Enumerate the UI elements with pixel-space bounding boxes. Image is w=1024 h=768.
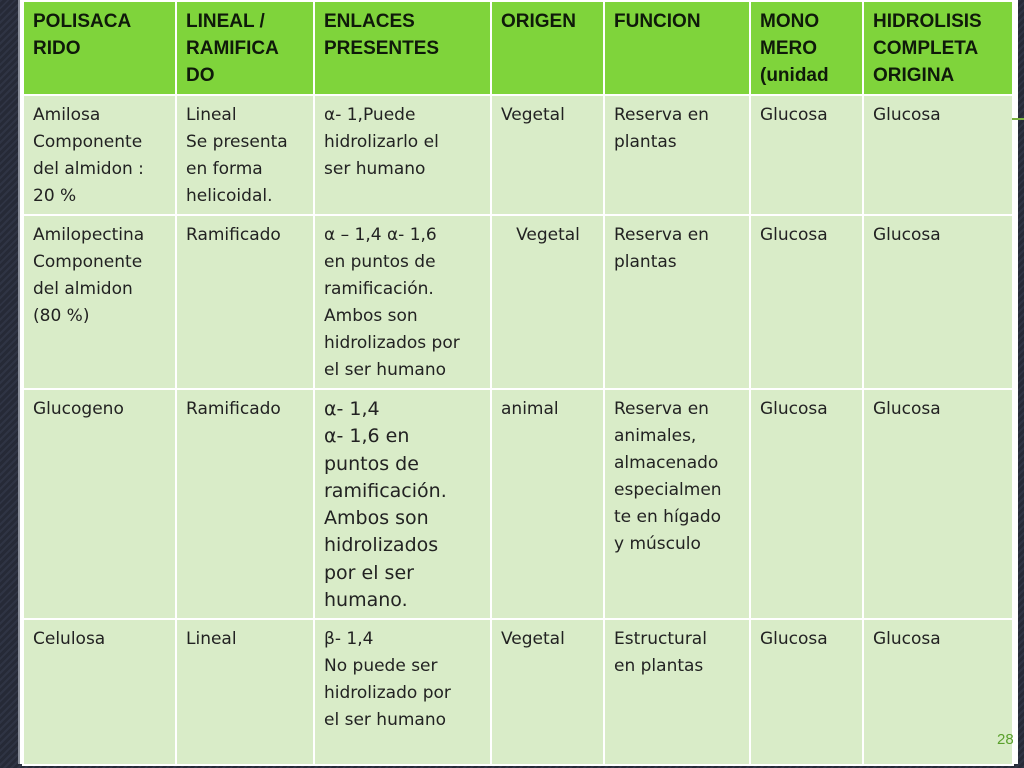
slide (18, 0, 1018, 764)
accent-line (1012, 118, 1024, 120)
header-monomero: MONO MERO (unidad (750, 1, 863, 95)
table-cell: Lineal Se presenta en forma helicoidal. (176, 95, 314, 215)
table-cell: Estructural en plantas (604, 619, 750, 765)
table-cell: Vegetal (491, 619, 604, 765)
table-cell: β- 1,4 No puede ser hidrolizado por el ser humano (314, 619, 491, 765)
table-cell: Lineal (176, 619, 314, 765)
table-cell: α- 1,4 α- 1,6 en puntos de ramificación. Ambos son hidrolizados por el ser humano. (314, 389, 491, 619)
table-cell: Glucosa (863, 215, 1013, 389)
table-row-glucogeno (23, 389, 1013, 619)
table-cell: Amilopectina Componente del almidon (80 %) (23, 215, 176, 389)
header-enlaces-presentes: ENLACES PRESENTES (314, 1, 491, 95)
table-cell: Vegetal (491, 95, 604, 215)
table-cell: Amilosa Componente del almidon : 20 % (23, 95, 176, 215)
table-cell: α – 1,4 α- 1,6 en puntos de ramificación. Ambos son hidrolizados por el ser humano (314, 215, 491, 389)
table-cell: Glucosa (750, 95, 863, 215)
table-cell: Vegetal (491, 215, 604, 389)
table-header-row (23, 1, 1013, 95)
page-number: 28 (997, 731, 1014, 748)
table-cell: animal (491, 389, 604, 619)
header-lineal-ramificado: LINEAL / RAMIFICA DO (176, 1, 314, 95)
header-funcion: FUNCION (604, 1, 750, 95)
table-cell: Glucosa (863, 619, 1013, 765)
table-cell: Glucogeno (23, 389, 176, 619)
table-cell: Glucosa (750, 619, 863, 765)
polysaccharide-table (22, 0, 1014, 766)
table-cell: Reserva en plantas (604, 215, 750, 389)
table-row-celulosa (23, 619, 1013, 765)
table-cell: Glucosa (750, 389, 863, 619)
table-row-amilopectina (23, 215, 1013, 389)
table-cell: Glucosa (750, 215, 863, 389)
table-cell: Celulosa (23, 619, 176, 765)
table-cell: Ramificado (176, 215, 314, 389)
table-cell: Reserva en plantas (604, 95, 750, 215)
table-cell: Glucosa (863, 95, 1013, 215)
header-hidrolisis: HIDROLISIS COMPLETA ORIGINA (863, 1, 1013, 95)
table-row-amilosa (23, 95, 1013, 215)
table-cell: Reserva en animales, almacenado especialmen te en hígado y músculo (604, 389, 750, 619)
header-origen: ORIGEN (491, 1, 604, 95)
table-cell: Ramificado (176, 389, 314, 619)
table-cell: Glucosa (863, 389, 1013, 619)
header-polisacarido: POLISACA RIDO (23, 1, 176, 95)
table-cell: α- 1,Puede hidrolizarlo el ser humano (314, 95, 491, 215)
